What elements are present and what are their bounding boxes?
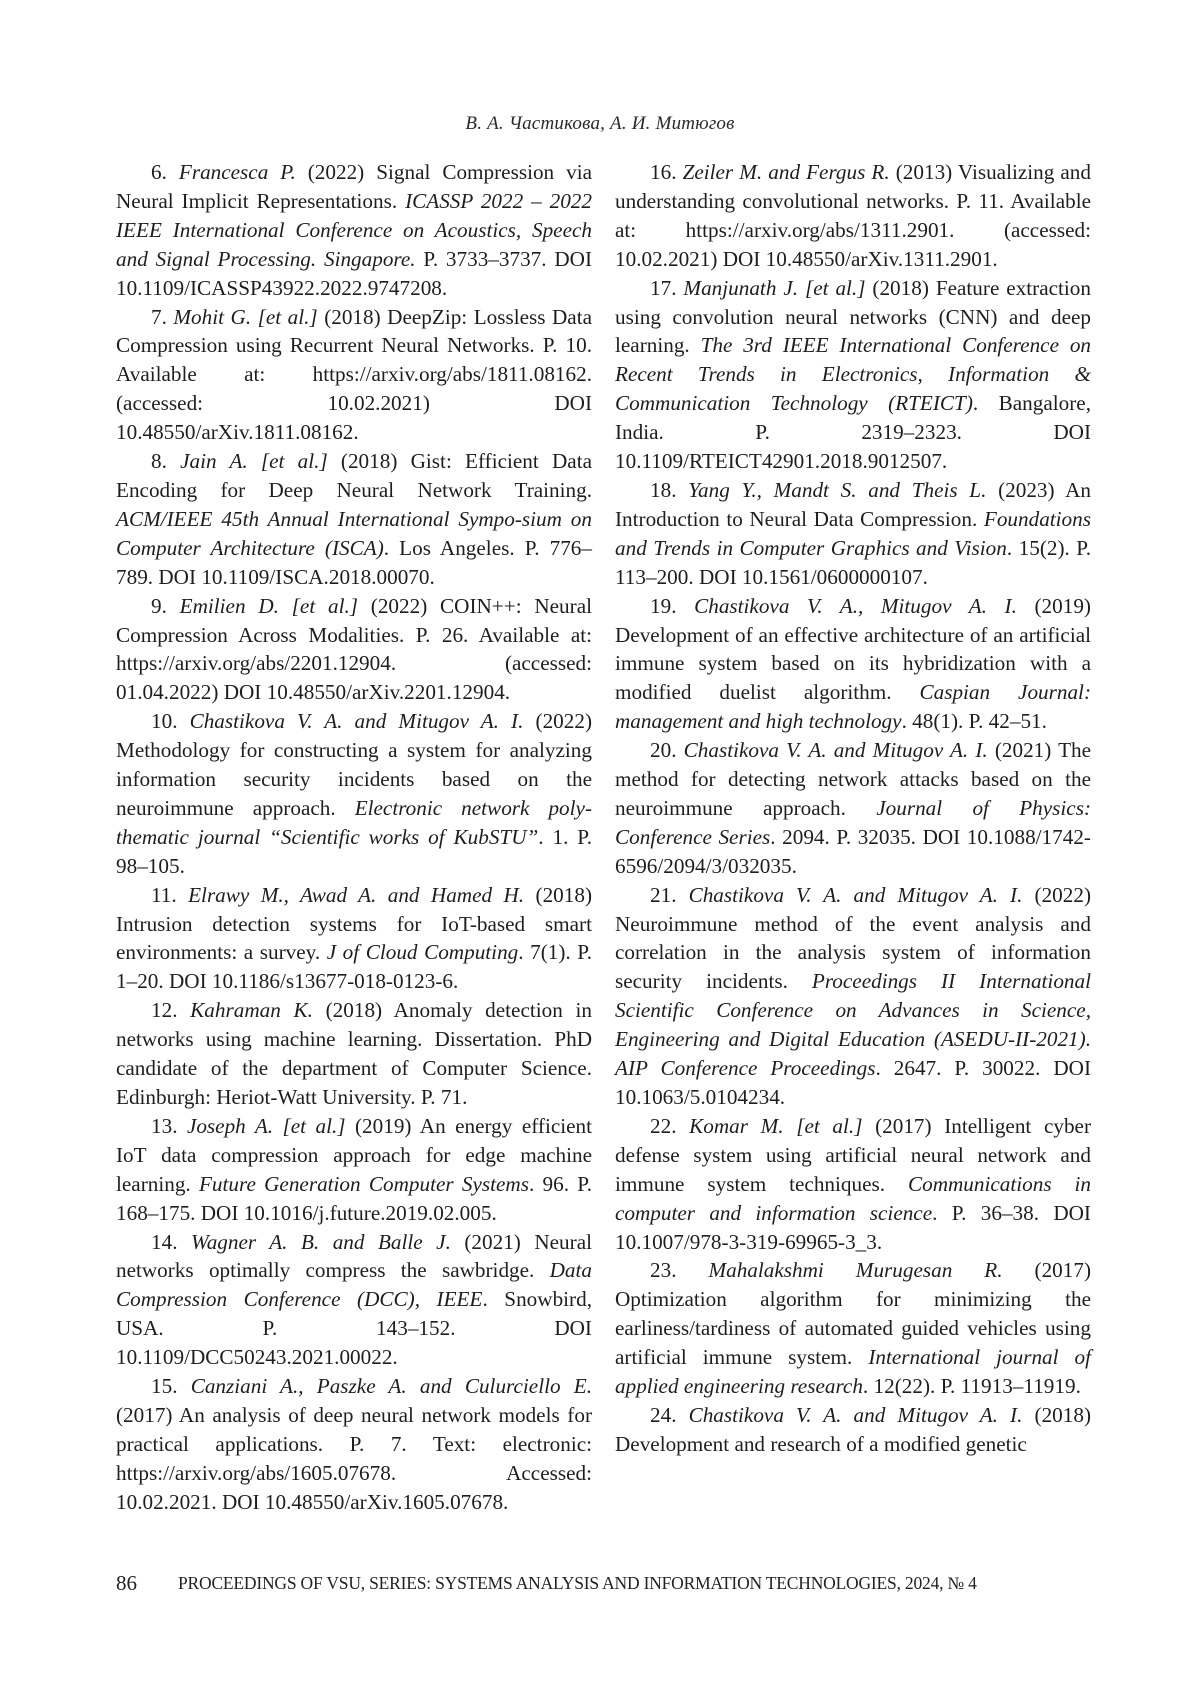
reference-text: (2021) Neural networks optimally compress the sawbridge.: [116, 1229, 592, 1283]
reference-text: . 12(22). P. 11913–11919.: [862, 1374, 1081, 1399]
reference-italic-text: The 3rd IEEE International Conference on Recent Trends in Electronics, Information & Communication Technology (RTEICT): [615, 333, 1092, 416]
reference-text: [177, 883, 188, 907]
reference-italic-text: Mohit G. [et al.]: [173, 304, 318, 329]
reference-text: . 2094. P. 32035. DOI 10.1088/1742-6596/2094/3/032035.: [615, 824, 1091, 878]
reference-text: (2017) Optimization algorithm for minimizing the earliness/tardiness of automated guided vehicles using artificial immune system.: [615, 1258, 1091, 1370]
reference-italic-text: Communications in computer and information science: [615, 1171, 1091, 1225]
reference-italic-text: Electronic network poly-thematic journal “Scientific works of KubSTU”: [116, 795, 592, 849]
reference-text: (2018) Development and research of a modified genetic: [615, 1402, 1091, 1456]
reference-text: . 2647. P. 30022. DOI 10.1063/5.0104234.: [615, 1056, 1091, 1109]
reference-italic-text: Chastikova V. A. and Mitugov A. I.: [189, 709, 524, 734]
reference-number: 20.: [650, 738, 677, 763]
reference-text: (2022) Signal Compression via Neural Implicit Representations.: [116, 160, 593, 213]
reference-number: 7.: [151, 304, 167, 329]
reference-text: (2018) DeepZip: Lossless Data Compression using Recurrent Neural Networks. P. 10. Available at: https://arxiv.org/abs/1811.08162. (accessed: 10.02.2021) DOI 10.48550/arXiv.1811.08162.: [116, 304, 592, 445]
reference-item: [116, 881, 592, 997]
reference-italic-text: Komar M. [et al.]: [689, 1113, 863, 1138]
reference-item: [116, 1372, 592, 1517]
reference-text: [177, 998, 190, 1022]
reference-text: (2023) An Introduction to Neural Data Compression.: [615, 477, 1091, 531]
reference-item: [615, 592, 1091, 737]
reference-text: [167, 449, 180, 473]
reference-number: 6.: [151, 160, 167, 184]
reference-text: . Bangalore, India. P. 2319–2323. DOI 10.1109/RTEICT42901.2018.9012507.: [615, 391, 1091, 474]
reference-text: (2022) COIN++: Neural Compression Across Modalities. P. 26. Available at: https://arxiv.org/abs/2201.12904. (accessed: 01.04.2022) DOI 10.48550/arXiv.2201.12904.: [116, 593, 592, 705]
reference-italic-text: Manjunath J. [et al.]: [683, 275, 866, 300]
reference-text: (2018) Anomaly detection in networks using machine learning. Dissertation. PhD candidate of the department of Computer Science. Edinburgh: Heriot-Watt University. P. 71.: [116, 998, 592, 1109]
reference-item: [116, 1112, 592, 1228]
reference-item: [116, 707, 592, 880]
reference-text: [676, 1258, 708, 1282]
reference-number: 18.: [650, 477, 677, 502]
reference-number: 17.: [650, 275, 677, 300]
reference-text: [676, 883, 688, 907]
reference-text: (2013) Visualizing and understanding convolutional networks. P. 11. Available at: https://arxiv.org/abs/1311.2901. (accessed: 10.02.2021) DOI 10.48550/arXiv.1311.2901.: [615, 160, 1091, 271]
reference-item: [615, 158, 1091, 274]
reference-number: 19.: [650, 593, 677, 618]
references-left-column: [116, 158, 592, 1517]
reference-text: [177, 1374, 190, 1398]
reference-number: 8.: [151, 449, 167, 474]
reference-item: [615, 736, 1091, 881]
reference-number: 24.: [650, 1402, 677, 1427]
reference-item: [615, 274, 1091, 476]
reference-italic-text: Proceedings II International Scientific Conference on Advances in Science, Engineering and Digital Education (ASEDU-II-2021). AIP Conference Proceedings: [615, 969, 1091, 1081]
reference-text: (2018) Gist: Efficient Data Encoding for Deep Neural Network Training.: [116, 449, 592, 502]
reference-italic-text: Data Compression Conference (DCC), IEEE: [116, 1258, 592, 1312]
reference-number: 12.: [151, 998, 178, 1023]
reference-italic-text: ICASSP 2022 – 2022 IEEE International Conference on Acoustics, Speech and Signal Processing. Singapore.: [116, 188, 592, 271]
reference-text: [676, 478, 688, 502]
reference-text: . 48(1). P. 42–51.: [901, 709, 1047, 734]
reference-italic-text: Chastikova V. A. and Mitugov A. I.: [688, 882, 1023, 907]
reference-item: [615, 1401, 1091, 1459]
reference-number: 23.: [650, 1258, 677, 1283]
reference-italic-text: Foundations and Trends in Computer Graphics and Vision: [615, 506, 1091, 560]
reference-item: [615, 881, 1091, 1112]
reference-number: 16.: [650, 160, 677, 184]
reference-text: [676, 594, 694, 618]
reference-text: . 15(2). P. 113–200. DOI 10.1561/0600000107.: [615, 535, 1092, 589]
reference-text: . 7(1). P. 1–20. DOI 10.1186/s13677-018-0123-6.: [116, 940, 593, 994]
page-number: 86: [116, 1571, 137, 1595]
reference-text: . Los Angeles. P. 776–789. DOI 10.1109/ISCA.2018.00070.: [116, 535, 592, 589]
reference-item: [615, 1112, 1091, 1257]
reference-text: . P. 36–38. DOI 10.1007/978-3-319-69965-3_3.: [615, 1200, 1091, 1254]
reference-italic-text: ACM/IEEE 45th Annual International Sympo-sium on Computer Architecture (ISCA): [116, 506, 592, 560]
reference-item: [116, 592, 592, 708]
reference-text: (2022) Neuroimmune method of the event analysis and correlation in the analysis system of information security incidents.: [615, 882, 1091, 994]
reference-text: (2017) An analysis of deep neural network models for practical applications. P. 7. Text: electronic: https://arxiv.org/abs/1605.07678. Accessed: 10.02.2021. DOI 10.48550/arXiv.1605.07678.: [116, 1402, 592, 1514]
reference-text: (2021) The method for detecting network attacks based on the neuroimmune approach.: [615, 738, 1092, 820]
reference-text: [167, 160, 179, 184]
reference-item: [116, 158, 592, 303]
reference-text: [676, 1114, 689, 1138]
reference-italic-text: Mahalakshmi Murugesan R.: [708, 1258, 1003, 1283]
reference-text: [167, 594, 180, 618]
reference-italic-text: Caspian Journal: management and high technology: [615, 680, 1092, 734]
reference-number: 21.: [650, 882, 677, 907]
reference-italic-text: Wagner A. B. and Balle J.: [190, 1229, 451, 1254]
reference-item: [116, 996, 592, 1112]
reference-text: (2018) Intrusion detection systems for IoT-based smart environments: a survey.: [116, 882, 592, 965]
reference-italic-text: Kahraman K.: [190, 998, 313, 1023]
reference-item: [116, 1228, 592, 1373]
reference-italic-text: Future Generation Computer Systems: [198, 1171, 529, 1196]
reference-italic-text: International journal of applied engineering research: [615, 1345, 1091, 1399]
reference-item: [116, 303, 592, 448]
reference-italic-text: Francesca P.: [178, 160, 296, 184]
references-right-column: [615, 158, 1091, 1459]
reference-text: [177, 709, 189, 733]
reference-text: (2019) Development of an effective architecture of an artificial immune system based on its hybridization with a modified duelist algorithm.: [615, 593, 1091, 705]
journal-title: PROCEEDINGS OF VSU, SERIES: SYSTEMS ANALYSIS AND INFORMATION TECHNOLOGIES, 2024, № 4: [178, 1573, 977, 1593]
reference-italic-text: Yang Y., Mandt S. and Theis L.: [688, 477, 987, 502]
reference-text: [676, 738, 683, 762]
reference-number: 14.: [151, 1229, 178, 1254]
reference-number: 22.: [650, 1113, 677, 1138]
reference-italic-text: Journal of Physics: Conference Series: [615, 795, 1092, 849]
reference-item: [116, 447, 592, 592]
reference-text: [676, 1403, 688, 1427]
reference-text: (2019) An energy efficient IoT data compression approach for edge machine learning.: [116, 1113, 593, 1196]
reference-italic-text: Zeiler M. and Fergus R.: [682, 160, 890, 184]
reference-text: [177, 1114, 186, 1138]
reference-number: 9.: [151, 593, 167, 618]
reference-number: 10.: [151, 709, 178, 734]
reference-item: [615, 1256, 1091, 1401]
reference-italic-text: Chastikova V. A. and Mitugov A. I.: [688, 1402, 1023, 1427]
reference-text: P. 3733–3737. DOI 10.1109/ICASSP43922.2022.9747208.: [116, 246, 593, 300]
reference-number: 11.: [151, 882, 177, 907]
reference-italic-text: Joseph A. [et al.]: [186, 1113, 346, 1138]
reference-item: [615, 476, 1091, 592]
reference-text: . Snowbird, USA. P. 143–152. DOI 10.1109/DCC50243.2021.00022.: [116, 1287, 593, 1370]
reference-text: [177, 1230, 191, 1254]
reference-number: 13.: [151, 1113, 178, 1138]
reference-text: (2017) Intelligent cyber defense system using artificial neural network and immune system techniques.: [615, 1113, 1092, 1196]
reference-italic-text: Canziani A., Paszke A. and Culurciello E.: [190, 1374, 592, 1399]
reference-italic-text: Chastikova V. A. and Mitugov A. I.: [683, 738, 988, 763]
reference-number: 15.: [151, 1374, 178, 1399]
reference-italic-text: Chastikova V. A., Mitugov A. I.: [694, 593, 1017, 618]
reference-text: . 96. P. 168–175. DOI 10.1016/j.future.2019.02.005.: [116, 1171, 593, 1225]
reference-text: (2018) Feature extraction using convolution neural networks (CNN) and deep learning.: [615, 275, 1091, 358]
reference-text: (2022) Methodology for constructing a system for analyzing information security incidents based on the neuroimmune approach.: [116, 709, 592, 820]
reference-italic-text: Elrawy M., Awad A. and Hamed H.: [188, 882, 525, 907]
reference-text: . 1. P. 98–105.: [116, 824, 592, 878]
running-head: В. А. Частикова, А. И. Митюгов: [465, 113, 735, 134]
reference-italic-text: Jain A. [et al.]: [180, 449, 328, 474]
reference-italic-text: J of Cloud Computing: [326, 940, 519, 965]
reference-italic-text: Emilien D. [et al.]: [179, 593, 358, 618]
